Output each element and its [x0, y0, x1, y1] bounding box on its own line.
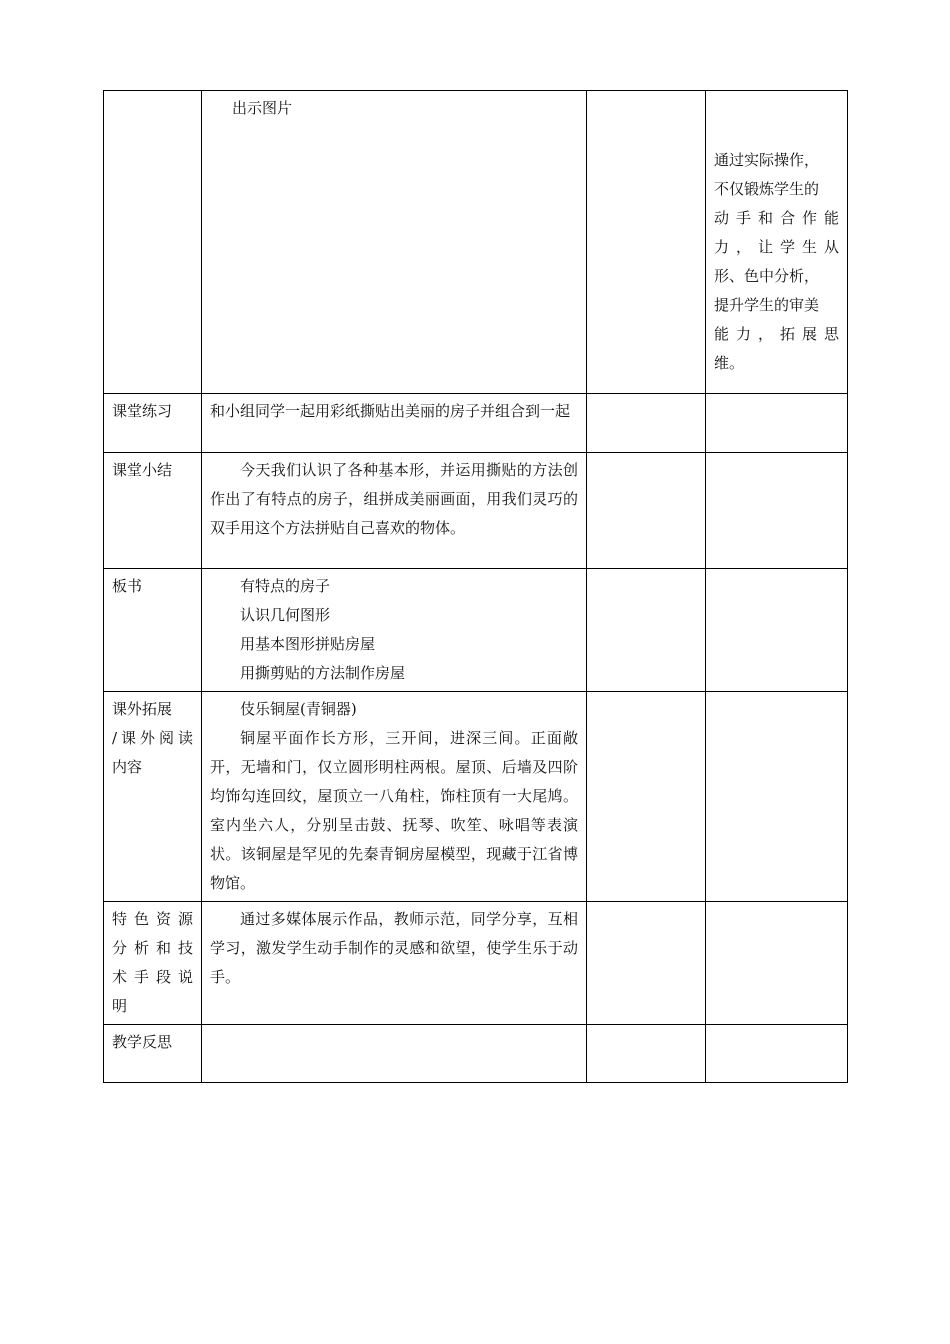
- extension-title: 伎乐铜屋(青铜器): [240, 700, 357, 718]
- resources-label-line: 术手段说: [112, 968, 193, 986]
- board-content: [202, 569, 587, 692]
- purpose-line: 提升学生的审美: [714, 296, 820, 314]
- board-line: 认识几何图形: [240, 606, 331, 624]
- purpose-line: 维。: [714, 354, 745, 372]
- board-line: 用撕剪贴的方法制作房屋: [240, 664, 406, 682]
- purpose-line: 形、色中分析，: [714, 267, 820, 285]
- row-image-purpose-cell: [706, 91, 848, 394]
- row-image-content-cell: [202, 91, 587, 394]
- row-board: [104, 569, 848, 692]
- show-image-text: 出示图片: [232, 99, 293, 117]
- purpose-line: 不仅锻炼学生的: [714, 180, 820, 198]
- extension-activity-cell: [587, 692, 706, 902]
- reflection-activity-cell: [587, 1025, 706, 1083]
- board-label: 板书: [104, 569, 202, 692]
- purpose-line: 通过实际操作，: [714, 151, 820, 169]
- extension-purpose-cell: [706, 692, 848, 902]
- resources-purpose-cell: [706, 902, 848, 1025]
- summary-label: 课堂小结: [104, 453, 202, 569]
- resources-label-line: 分析和技: [112, 939, 193, 957]
- purpose-line: 能力，拓展思: [714, 325, 839, 343]
- resources-label: [104, 902, 202, 1025]
- practice-content: 和小组同学一起用彩纸撕贴出美丽的房子并组合到一起: [202, 394, 587, 453]
- extension-label: [104, 692, 202, 902]
- board-activity-cell: [587, 569, 706, 692]
- row-resources: [104, 902, 848, 1025]
- row-summary: [104, 453, 848, 569]
- resources-label-line: 特色资源: [112, 910, 193, 928]
- row-reflection: [104, 1025, 848, 1083]
- row-image-label-cell: [104, 91, 202, 394]
- extension-content: [202, 692, 587, 902]
- board-line: 有特点的房子: [240, 577, 331, 595]
- extension-label-line: /课外阅读: [112, 729, 193, 747]
- summary-content: 今天我们认识了各种基本形，并运用撕贴的方法创作出了有特点的房子，组拼成美丽画面，用我们灵巧的双手用这个方法拼贴自己喜欢的物体。: [202, 453, 587, 569]
- purpose-line: 力，让学生从: [714, 238, 839, 256]
- lesson-plan-table: [103, 90, 848, 1083]
- row-image-activity-cell: [587, 91, 706, 394]
- summary-activity-cell: [587, 453, 706, 569]
- extension-label-line: 课外拓展: [112, 700, 173, 718]
- row-show-image: [104, 91, 848, 394]
- summary-purpose-cell: [706, 453, 848, 569]
- row-practice: [104, 394, 848, 453]
- resources-activity-cell: [587, 902, 706, 1025]
- extension-text: 铜屋平面作长方形，三开间，进深三间。正面敞开，无墙和门，仅立圆形明柱两根。屋顶、后墙及四阶均饰勾连回纹，屋顶立一八角柱，饰柱顶有一大尾鸠。室内坐六人，分别呈击鼓、抚琴、吹笙、咏唱等表演状。该铜屋是罕见的先秦青铜房屋模型，现藏于江省博物馆。: [210, 729, 578, 892]
- practice-purpose-cell: [706, 394, 848, 453]
- extension-label-line: 内容: [112, 758, 143, 776]
- board-purpose-cell: [706, 569, 848, 692]
- practice-activity-cell: [587, 394, 706, 453]
- reflection-content-cell: [202, 1025, 587, 1083]
- board-line: 用基本图形拼贴房屋: [240, 635, 376, 653]
- reflection-label: 教学反思: [104, 1025, 202, 1083]
- resources-label-line: 明: [112, 997, 128, 1015]
- row-extension: [104, 692, 848, 902]
- purpose-note: [714, 146, 839, 378]
- practice-label: 课堂练习: [104, 394, 202, 453]
- purpose-line: 动手和合作能: [714, 209, 839, 227]
- reflection-purpose-cell: [706, 1025, 848, 1083]
- resources-content: 通过多媒体展示作品，教师示范，同学分享，互相学习，激发学生动手制作的灵感和欲望，使学生乐于动手。: [202, 902, 587, 1025]
